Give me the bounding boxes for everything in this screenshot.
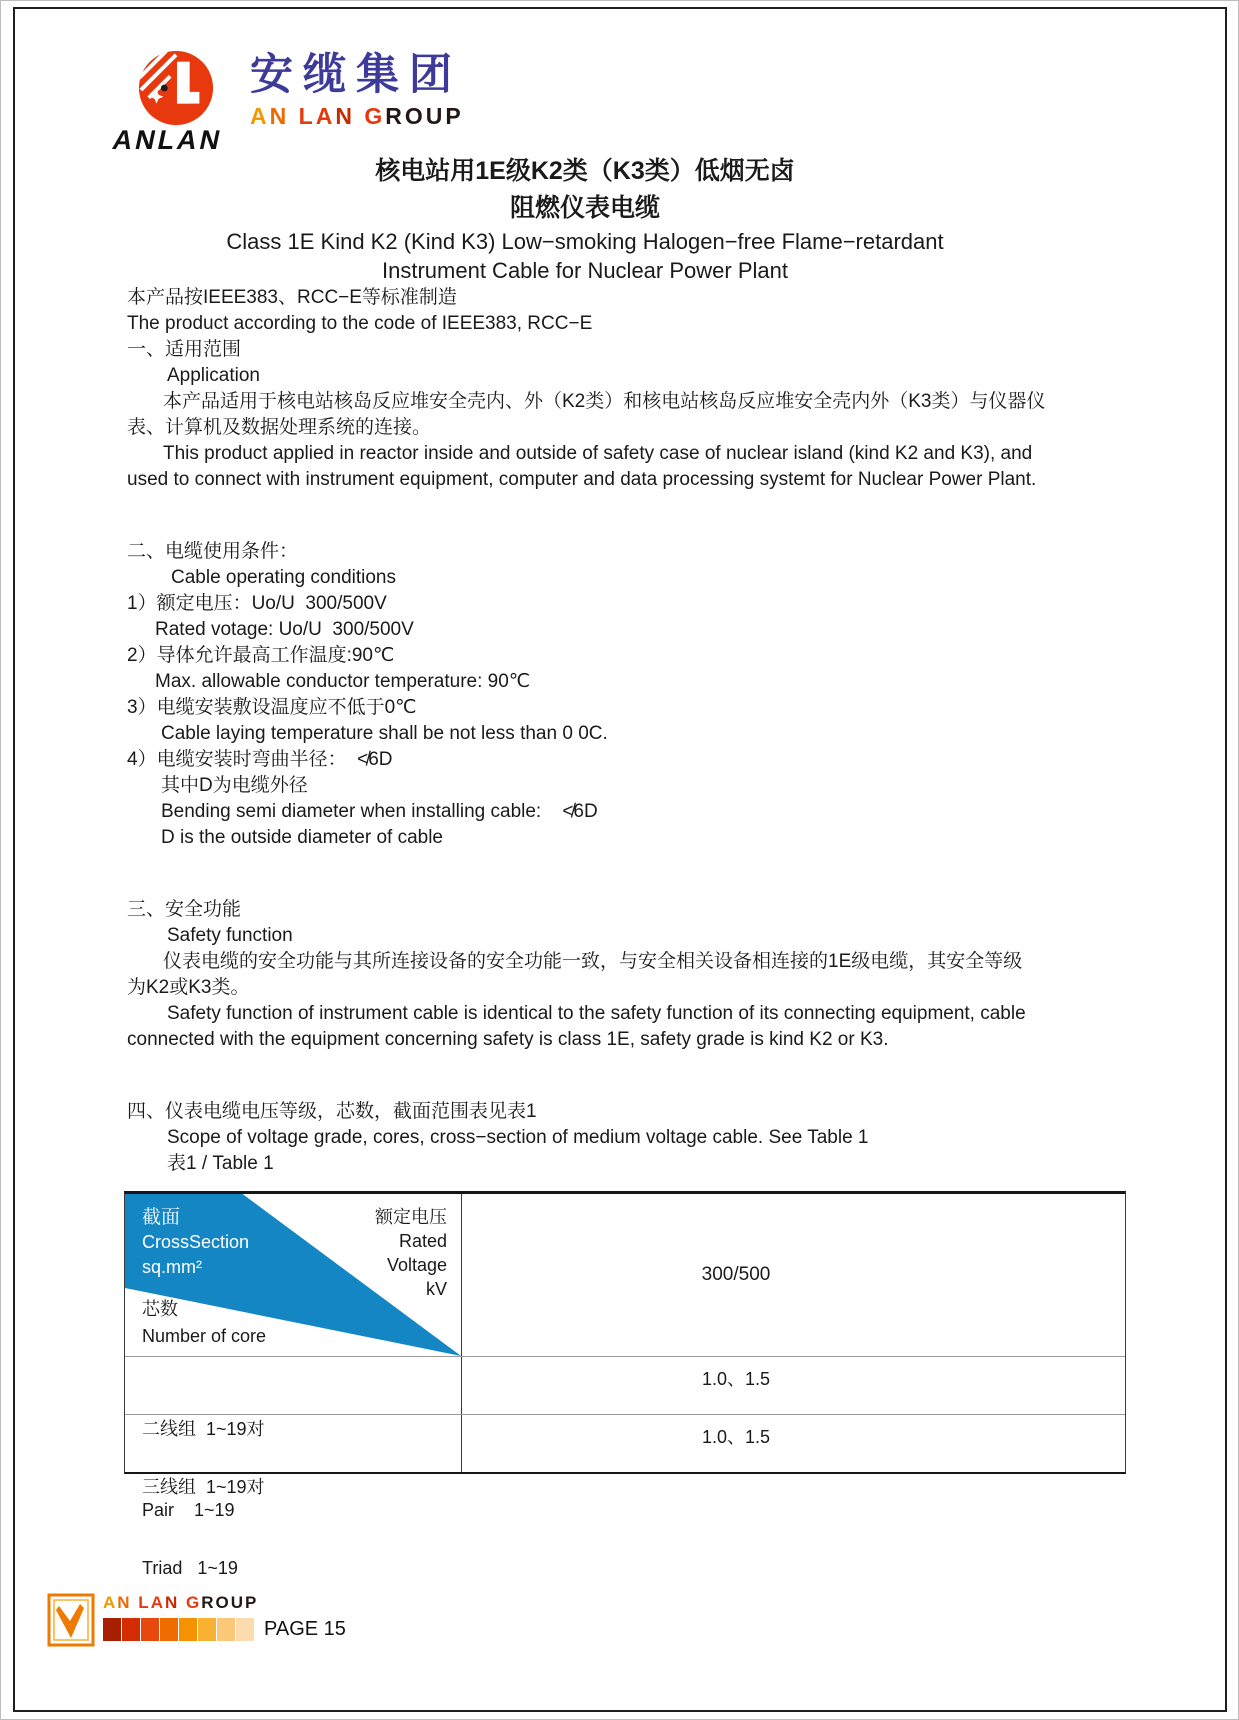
row-value: 1.0、1.5 (701, 1369, 771, 1389)
text-line: This product applied in reactor inside and outside of safety case of nuclear island (kind K2 and K3), and (163, 443, 1033, 464)
wordmark-letter: A (150, 1593, 165, 1612)
wordmark-letter: A (103, 1593, 118, 1612)
text-line: 2）导体允许最高工作温度:90℃ (127, 645, 395, 666)
company-name-cn: 安缆集团 (250, 51, 462, 99)
row-value: 1.0、1.5 (701, 1427, 771, 1447)
text-line: 仪表电缆的安全功能与其所连接设备的安全功能一致，与安全相关设备相连接的1E级电缆，其安全等级 (163, 951, 1023, 972)
wordmark-letter: R (385, 103, 405, 129)
text-line: 其中D为电缆外径 (161, 775, 308, 796)
text-line: D is the outside diameter of cable (161, 827, 443, 848)
wordmark-letter: P (445, 103, 464, 129)
text-line: Scope of voltage grade, cores, cross−section of medium voltage cable. See Table 1 (167, 1127, 869, 1148)
text-line: Safety function (167, 925, 293, 946)
company-logo (109, 43, 464, 158)
wordmark-letter (289, 103, 298, 129)
anlan-logo-mark (109, 43, 238, 158)
company-name-en (250, 103, 464, 129)
table-body (125, 1356, 1125, 1578)
text-line: Cable laying temperature shall be not less than 0 0C. (161, 723, 608, 744)
title-cn-line1: 核电站用1E级K2类（K3类）低烟无卤 (375, 157, 795, 185)
wordmark-letter (179, 1593, 186, 1613)
color-square (103, 1618, 121, 1641)
anlan-circle-icon (137, 49, 215, 127)
text-line: 二、电缆使用条件： (127, 541, 299, 562)
text-line: 表1 / Table 1 (167, 1153, 274, 1174)
cores-label: 芯数 Number of core (142, 1299, 267, 1346)
text-line: Max. allowable conductor temperature: 90℃ (155, 671, 531, 692)
text-line: 三、安全功能 (127, 899, 242, 920)
wordmark-letter: N (164, 1593, 180, 1612)
row-label-en: Pair 1~19 (142, 1500, 235, 1520)
voltage-value: 300/500 (701, 1264, 771, 1285)
text-line: Application (167, 365, 260, 386)
text-line: Cable operating conditions (171, 567, 396, 588)
footer-wordmark (103, 1593, 346, 1613)
text-line: 本产品按IEEE383、RCC−E等标准制造 (127, 287, 457, 308)
text-line: 表、计算机及数据处理系统的连接。 (127, 417, 432, 438)
text-line: Bending semi diameter when installing cable: ≮6D (161, 801, 598, 822)
cross-section-label: 截面 CrossSection sq.mm² (142, 1207, 250, 1277)
wordmark-letter (355, 103, 364, 129)
text-line: Safety function of instrument cable is identical to the safety function of its connecting equipment, cable (167, 1003, 1026, 1024)
document-title (127, 153, 1043, 285)
wordmark-letter: N (269, 103, 290, 129)
anlan-mark-icon (47, 1593, 95, 1647)
color-square (236, 1618, 254, 1641)
text-line: used to connect with instrument equipment, computer and data processing systemt for Nuclear Power Plant. (127, 469, 1037, 490)
table-header (125, 1194, 1125, 1356)
color-square (198, 1618, 216, 1641)
wordmark-letter: G (185, 1593, 202, 1612)
wordmark-letter: O (215, 1593, 231, 1612)
wordmark-letter (132, 1593, 139, 1613)
row-label-en: Triad 1~19 (142, 1558, 238, 1578)
wordmark-letter: N (117, 1593, 132, 1612)
text-line: The product according to the code of IEEE383, RCC−E (127, 313, 593, 334)
color-square (141, 1618, 159, 1641)
page-footer (47, 1593, 346, 1647)
wordmark-letter: R (201, 1593, 216, 1612)
table-1 (124, 1191, 1126, 1578)
title-cn-line2: 阻燃仪表电缆 (509, 194, 660, 222)
color-square (217, 1618, 235, 1641)
row-label-cn: 三线组 1~19对 (142, 1477, 265, 1497)
wordmark-letter: N (335, 103, 355, 129)
rated-voltage-label: 额定电压 Rated Voltage kV (375, 1207, 447, 1299)
row-label-cn: 二线组 1~19对 (142, 1419, 265, 1439)
text-line: 1）额定电压：Uo/U 300/500V (127, 593, 387, 614)
wordmark-letter: L (138, 1593, 151, 1612)
color-square (160, 1618, 178, 1641)
document-body (127, 285, 1049, 1177)
title-en-line1: Class 1E Kind K2 (Kind K3) Low−smoking Halogen−free Flame−retardant (226, 229, 944, 254)
wordmark-letter: U (230, 1593, 246, 1612)
wordmark-letter: U (425, 103, 446, 129)
text-line: 为K2或K3类。 (127, 977, 250, 998)
text-line: 3）电缆安装敷设温度应不低于0℃ (127, 697, 417, 718)
wordmark-letter: O (404, 103, 426, 129)
color-strip (103, 1618, 254, 1641)
text-line: 本产品适用于核电站核岛反应堆安全壳内、外（K2类）和核电站核岛反应堆安全壳内外（K3类）与仪器仪 (163, 391, 1046, 412)
wordmark-letter: P (245, 1593, 259, 1612)
page-number: PAGE 15 (264, 1618, 346, 1640)
anlan-wordmark: ANLAN (109, 125, 226, 155)
color-square (122, 1618, 140, 1641)
wordmark-letter: G (364, 103, 386, 129)
text-line: connected with the equipment concerning safety is class 1E, safety grade is kind K2 or K3. (127, 1029, 889, 1050)
wordmark-letter: L (298, 103, 316, 129)
wordmark-letter: A (315, 103, 336, 129)
table-header-left-cell (125, 1194, 462, 1356)
wordmark-letter: A (250, 103, 270, 129)
text-line: Rated votage: Uo/U 300/500V (155, 619, 414, 640)
text-line: 4）电缆安装时弯曲半径： ≮6D (127, 749, 393, 770)
text-line: 四、仪表电缆电压等级，芯数，截面范围表见表1 (127, 1101, 537, 1122)
text-line: 一、适用范围 (127, 339, 242, 360)
color-square (179, 1618, 197, 1641)
title-en-line2: Instrument Cable for Nuclear Power Plant (382, 258, 788, 283)
